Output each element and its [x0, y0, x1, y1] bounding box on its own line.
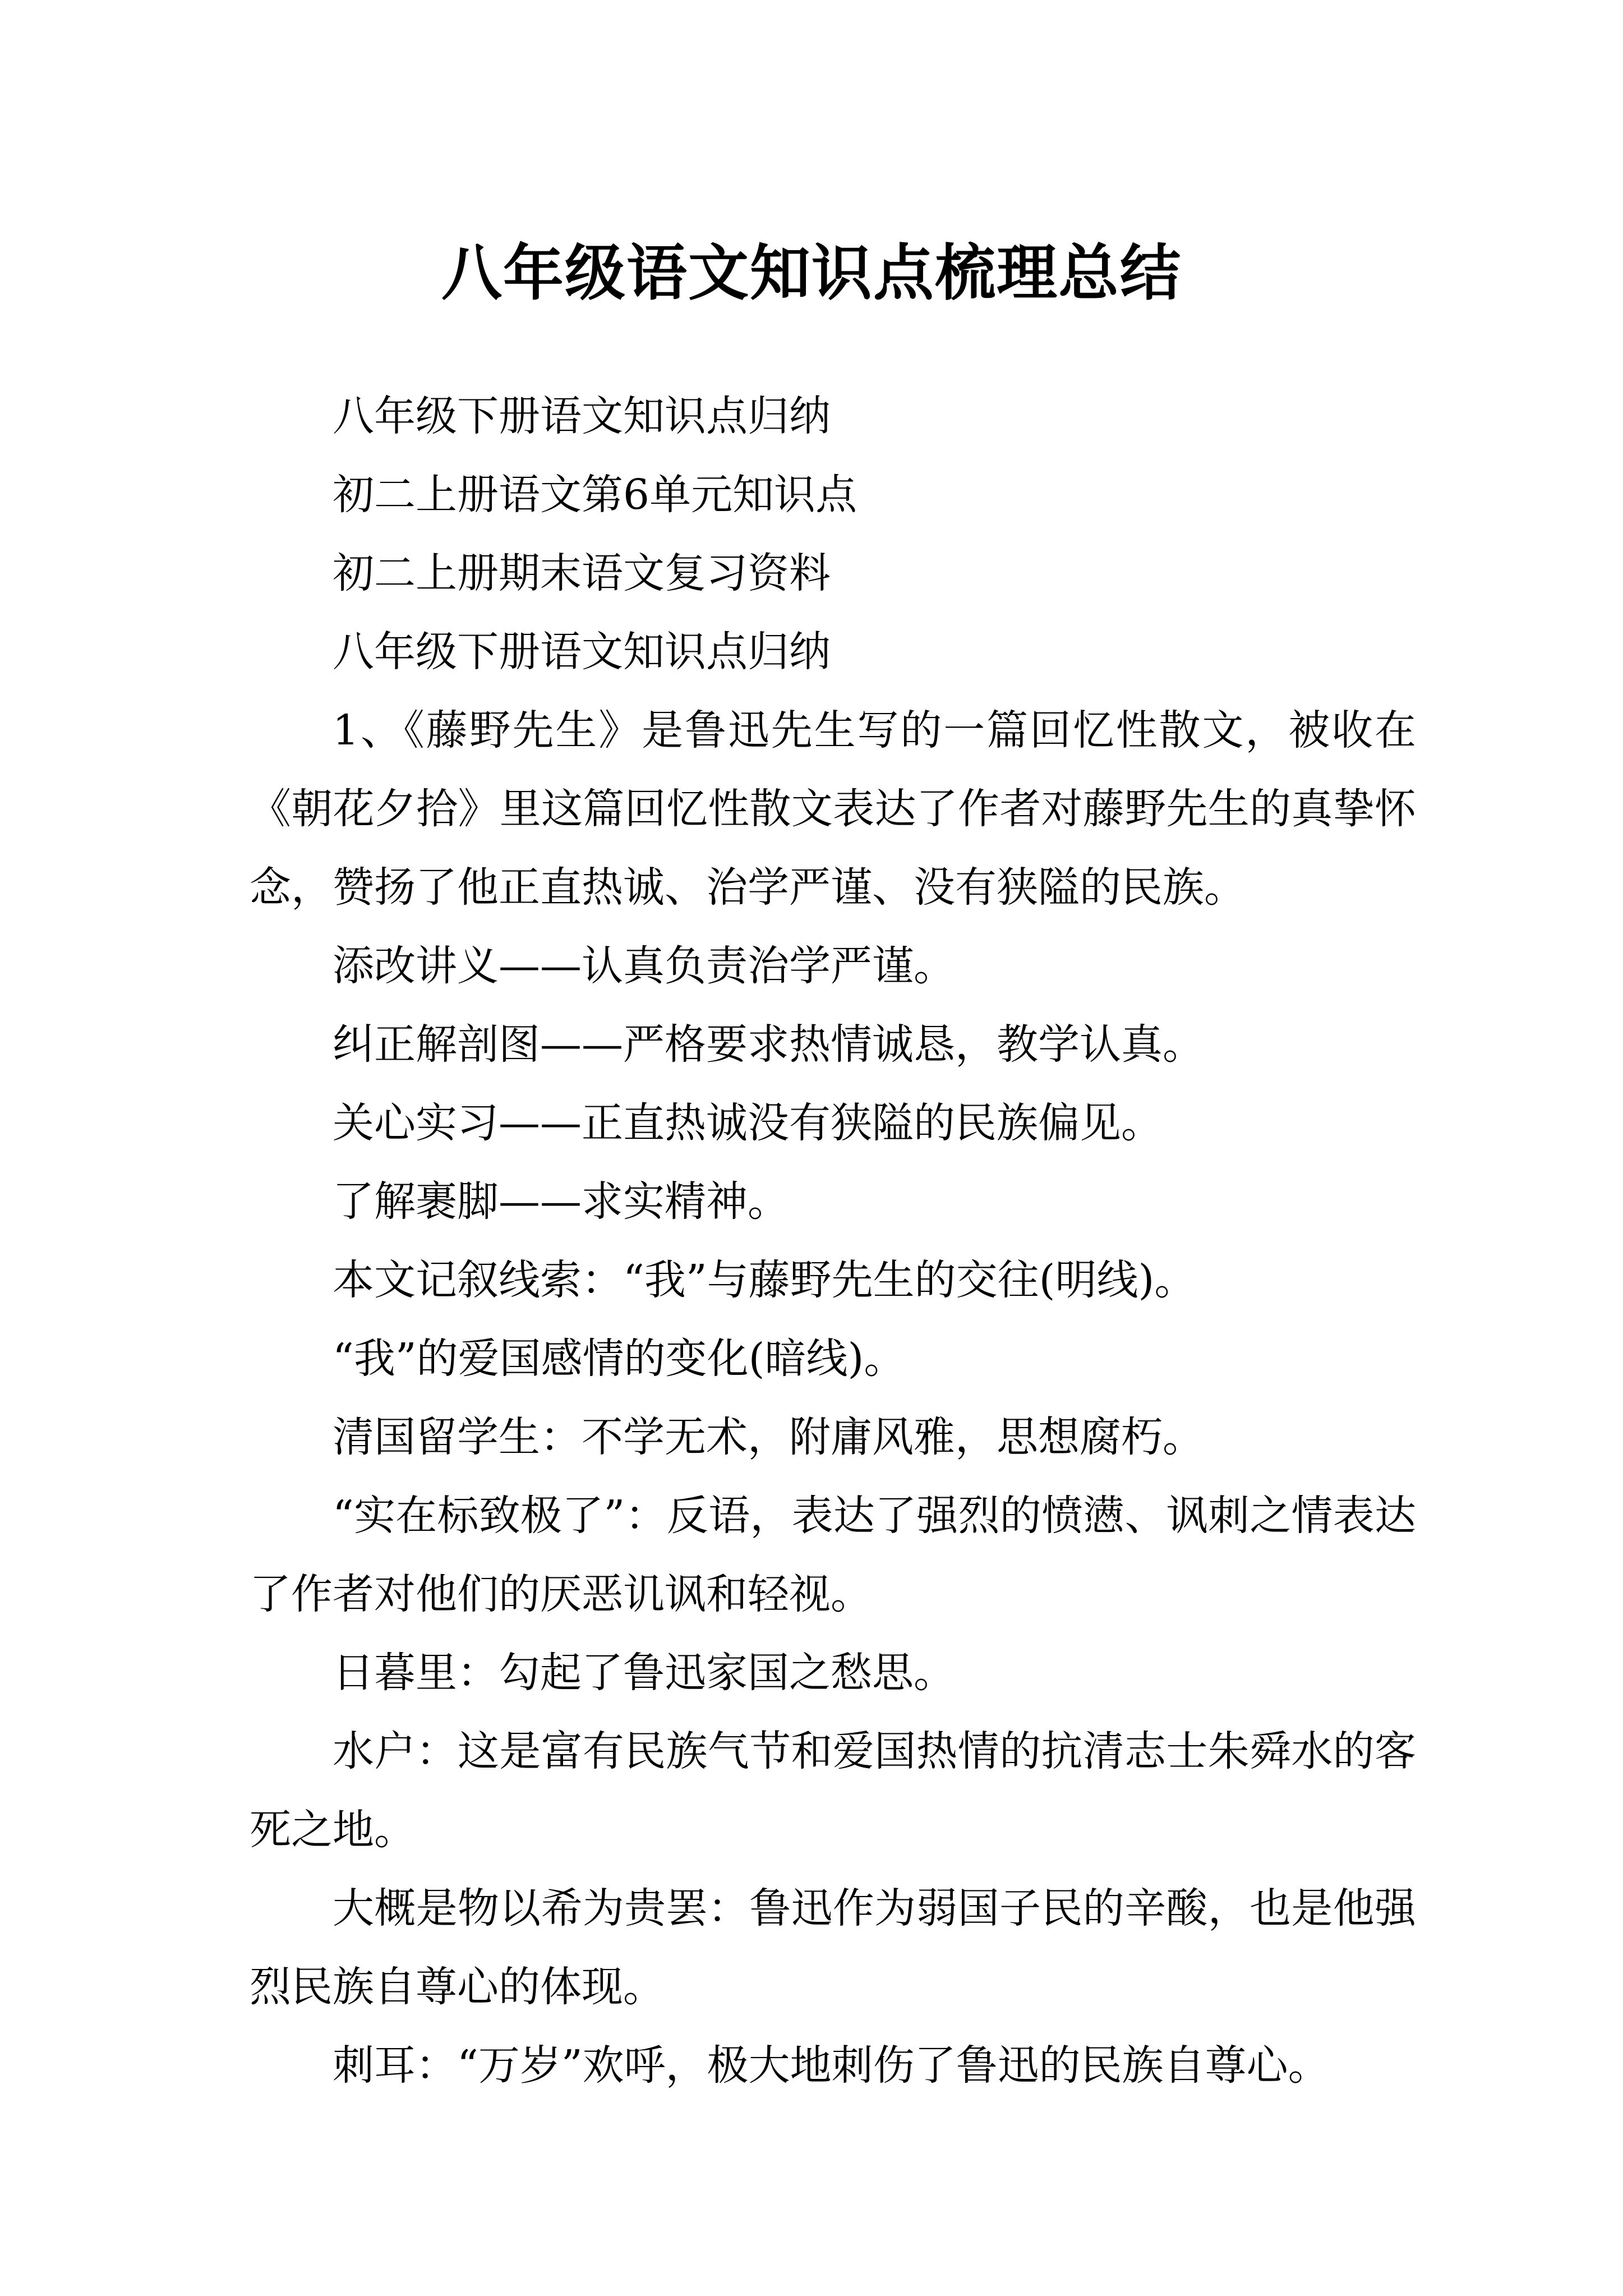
paragraph: 大概是物以希为贵罢：鲁迅作为弱国子民的辛酸，也是他强烈民族自尊心的体现。 — [250, 1884, 1416, 2011]
paragraph: 日暮里：勾起了鲁迅家国之愁思。 — [333, 1649, 955, 1697]
paragraph: 添改讲义——认真负责治学严谨。 — [333, 942, 955, 990]
paragraph: 纠正解剖图——严格要求热情诚恳，教学认真。 — [333, 1020, 1204, 1069]
paragraph: 本文记叙线索：“我”与藤野先生的交往(明线)。 — [333, 1256, 1196, 1304]
paragraph: 八年级下册语文知识点归纳 — [333, 392, 831, 440]
paragraph: 八年级下册语文知识点归纳 — [333, 628, 831, 676]
paragraph: 初二上册语文第6单元知识点 — [333, 471, 857, 519]
document-title: 八年级语文知识点梳理总结 — [441, 238, 1182, 309]
paragraph: 了解裹脚——求实精神。 — [333, 1177, 789, 1226]
document-body — [250, 377, 1416, 2105]
paragraph: 刺耳：“万岁”欢呼，极大地刺伤了鲁迅的民族自尊心。 — [333, 2041, 1330, 2090]
paragraph: 1、《藤野先生》是鲁迅先生写的一篇回忆性散文，被收在《朝花夕拾》里这篇回忆性散文表达了作者对藤野先生的真挚怀念，赞扬了他正直热诚、治学严谨、没有狭隘的民族。 — [250, 706, 1416, 912]
paragraph: 水户：这是富有民族气节和爱国热情的抗清志士朱舜水的客死之地。 — [250, 1727, 1416, 1854]
paragraph: “我”的爱国感情的变化(暗线)。 — [333, 1335, 906, 1383]
paragraph: “实在标致极了”：反语，表达了强烈的愤懑、讽刺之情表达了作者对他们的厌恶讥讽和轻视。 — [250, 1492, 1416, 1618]
paragraph: 初二上册期末语文复习资料 — [333, 549, 831, 597]
paragraph: 清国留学生：不学无术，附庸风雅，思想腐朽。 — [333, 1413, 1204, 1461]
paragraph: 关心实习——正直热诚没有狭隘的民族偏见。 — [333, 1099, 1163, 1147]
